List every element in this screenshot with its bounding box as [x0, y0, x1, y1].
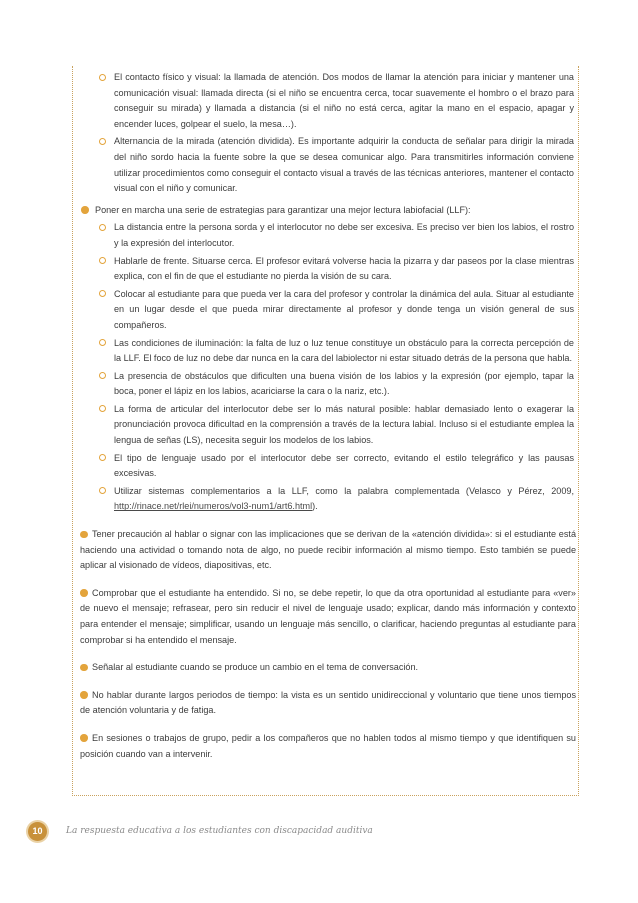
page-number-badge: 10 [28, 822, 47, 841]
list-item [80, 369, 576, 400]
paragraph [80, 731, 576, 762]
list-item-text: El contacto físico y visual: la llamada de atención. Dos modos de llamar la atención para iniciar y mantener una comunicación visual: llamada directa (si el niño se encuentra cerca, tocar suavemente el hombro o el brazo para conseguir su mirada) y llamada a distancia (si el niño no está cerca, agitar la mano en el espacio, apagar y encender luces, golpear el suelo, la mesa…). [114, 72, 574, 129]
paragraph [80, 527, 576, 574]
circle-bullet-icon [99, 74, 106, 81]
list-item-text: Alternancia de la mirada (atención dividida). Es importante adquirir la conducta de señalar para dirigir la mirada del niño sordo hacia la fuente sobre la que se desea comunicar algo. Para transmitirles información conviene utilizar procedimientos como conseguir el contacto visual a través de las técnicas anteriores, mantener el contacto visual con el niño y comunicar. [114, 136, 574, 194]
list-item [80, 484, 576, 515]
list-item [80, 336, 576, 367]
paragraph-text: Comprobar que el estudiante ha entendido. Si no, se debe repetir, lo que da otra oportunidad al estudiante para «ver» de nuevo el mensaje; refrasear, pero sin reducir el nivel de lenguaje usado; explicar, dando más información y contexto para entender el mensaje; simplificar, usando un lenguaje más sencillo, o clarificar, haciendo preguntas al estudiante para comprobar si ha entendido el mensaje. [80, 587, 576, 645]
paragraph [80, 688, 576, 719]
paragraph-text: No hablar durante largos periodos de tiempo: la vista es un sentido unidireccional y voluntario que tiene unos tiempos de atención voluntaria y de fatiga. [80, 689, 576, 716]
list-item-end: ). [312, 501, 318, 512]
circle-bullet-icon [99, 290, 106, 297]
list-item [80, 134, 576, 196]
dot-bullet-icon [81, 206, 89, 214]
list-item-text: Colocar al estudiante para que pueda ver la cara del profesor y controlar la dinámica del aula. Situar al estudiante en un lugar desde el que pueda mirar directamente al profesor y donde tenga un visión general de sus compañeros. [114, 288, 574, 330]
list-item [80, 70, 576, 132]
list-item-text: Las condiciones de iluminación: la falta de luz o luz tenue constituye un obstáculo para la correcta percepción de la LLF. El foco de luz no debe dar nunca en la cara del labiolector ni estar situado detrás de la persona que habla. [114, 337, 574, 364]
circle-bullet-icon [99, 224, 106, 231]
list-item [80, 451, 576, 482]
page-content [80, 70, 576, 762]
circle-bullet-icon [99, 138, 106, 145]
circle-bullet-icon [99, 487, 106, 494]
list-item-text: La presencia de obstáculos que dificulten una buena visión de los labios y la expresión (por ejemplo, tapar la boca, poner el lápiz en los labios, acariciarse la cara o la nariz, etc.). [114, 370, 574, 397]
dot-bullet-icon [80, 691, 88, 699]
dot-bullet-icon [80, 589, 88, 597]
paragraph [80, 660, 576, 676]
circle-bullet-icon [99, 454, 106, 461]
footer-title: La respuesta educativa a los estudiantes con discapacidad auditiva [66, 826, 373, 836]
paragraph-text: Tener precaución al hablar o signar con las implicaciones que se derivan de la «atención dividida»: si el estudiante está haciendo una actividad o tomando nota de algo, no puede recibir información al mismo tiempo. Esto también se puede aplicar al visionado de vídeos, diapositivas, etc. [80, 529, 576, 571]
list-item-text: El tipo de lenguaje usado por el interlocutor debe ser correcto, evitando el estilo telegráfico y las pausas excesivas. [114, 452, 574, 479]
paragraph-text: Señalar al estudiante cuando se produce un cambio en el tema de conversación. [92, 662, 419, 673]
circle-bullet-icon [99, 405, 106, 412]
dot-bullet-icon [80, 664, 88, 672]
paragraph [80, 586, 576, 648]
list-item-text: La forma de articular del interlocutor debe ser lo más natural posible: hablar demasiado lento o exagerar la pronunciación provoca dificultad en la comprensión a través de la lectura labial. Incluso si el estudiante emplea la lengua de señas (LS), necesita seguir los modelos de los labios. [114, 403, 574, 446]
list-item-text: La distancia entre la persona sorda y el interlocutor no debe ser excesiva. Es preciso ver bien los labios, el rostro y la expresión del interlocutor. [114, 222, 574, 248]
list-item [80, 287, 576, 334]
circle-bullet-icon [99, 257, 106, 264]
list-item [80, 254, 576, 285]
list-item [80, 402, 576, 449]
reference-link[interactable]: http://rinace.net/rlei/numeros/vol3-num1/art6.html [114, 501, 313, 512]
dot-bullet-icon [80, 734, 88, 742]
list-item-text: Hablarle de frente. Situarse cerca. El profesor evitará volverse hacia la pizarra y dar paseos por la clase mientras explica, con el fin de que el estudiante no pierda la visión de su cara. [114, 255, 574, 282]
circle-bullet-icon [99, 372, 106, 379]
llf-heading [80, 203, 576, 219]
paragraph-text: En sesiones o trabajos de grupo, pedir a los compañeros que no hablen todos al mismo tiempo y que identifiquen su posición cuando van a intervenir. [80, 732, 576, 759]
circle-bullet-icon [99, 339, 106, 346]
dot-bullet-icon [80, 531, 88, 539]
list-item-text: Utilizar sistemas complementarios a la LLF, como la palabra complementada (Velasco y Pérez, 2009, [114, 485, 574, 496]
llf-heading-text: Poner en marcha una serie de estrategias para garantizar una mejor lectura labiofacial (LLF): [95, 204, 471, 215]
list-item [80, 220, 576, 251]
